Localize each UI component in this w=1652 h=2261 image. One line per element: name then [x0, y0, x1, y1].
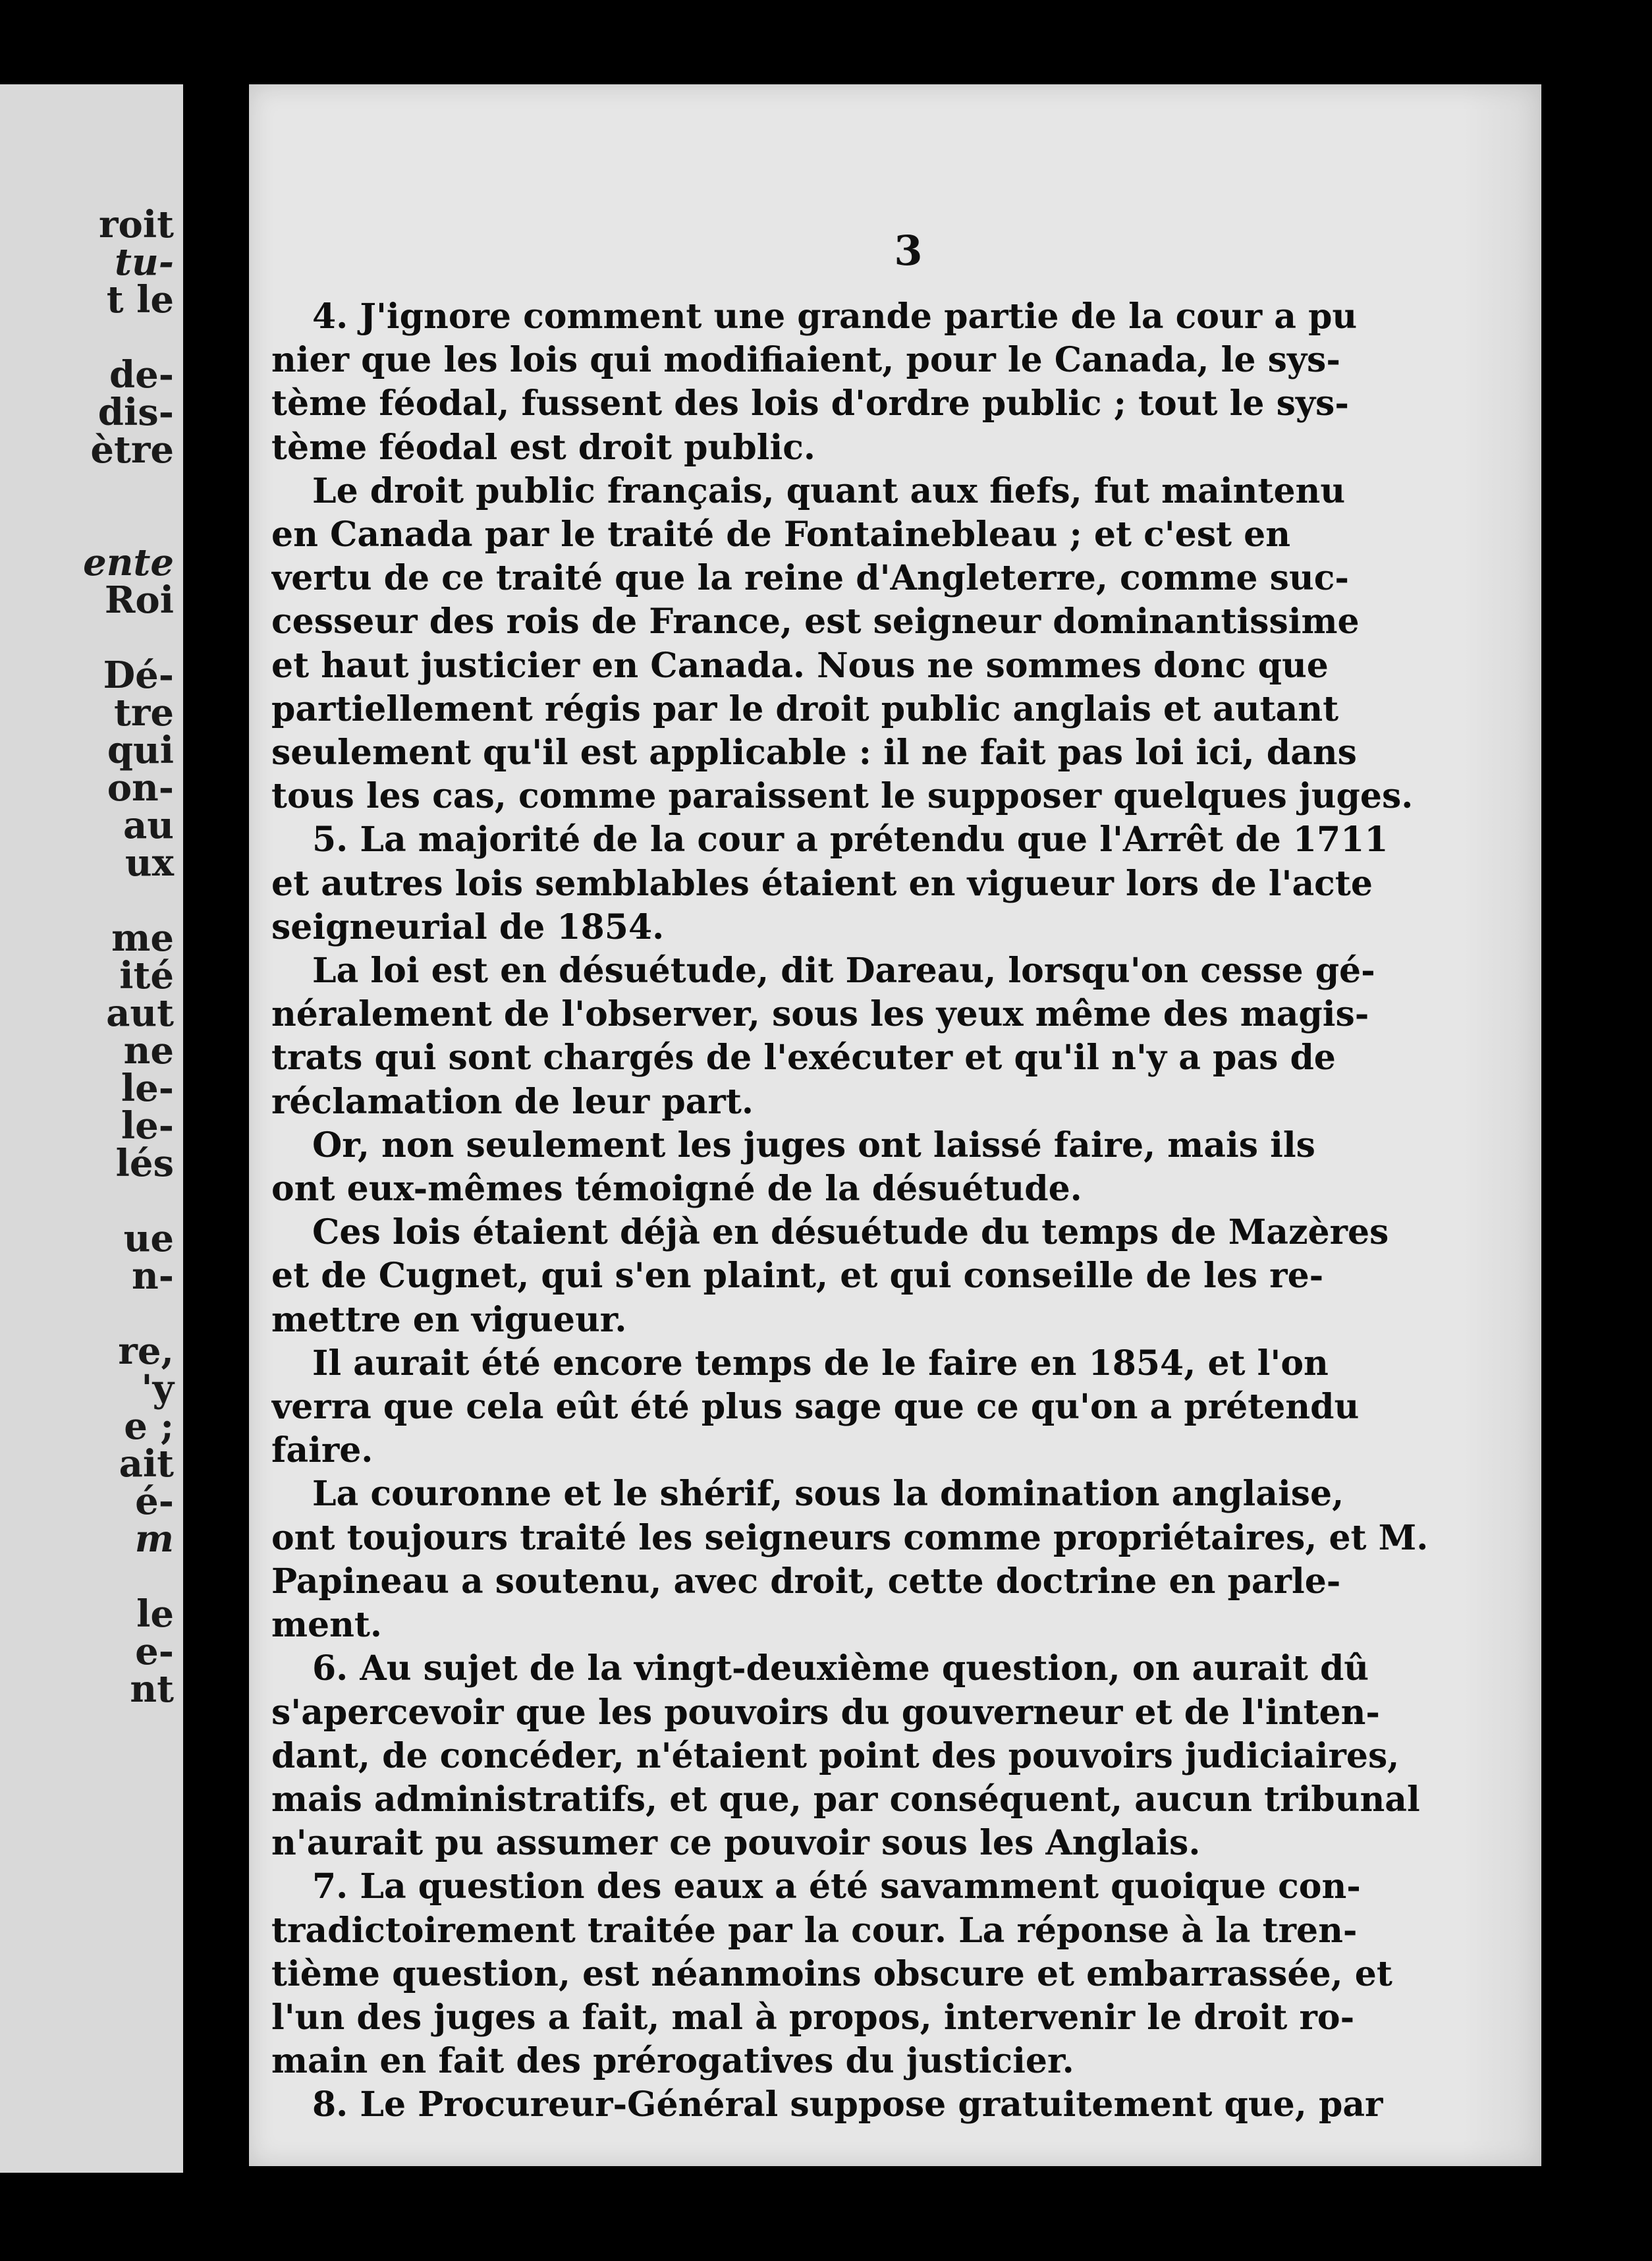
left-page-line: au	[123, 804, 174, 847]
text-line: ment.	[271, 1605, 383, 1646]
text-line: 7. La question des eaux a été savamment quoique con-	[312, 1866, 1361, 1907]
left-page-line: de-	[109, 353, 174, 397]
left-page-line: ue	[123, 1217, 174, 1260]
left-page-line: lés	[115, 1142, 174, 1185]
left-page-line: ètre	[90, 428, 174, 472]
left-page-line: aut	[106, 991, 174, 1035]
page-edge-shading	[1462, 84, 1541, 2166]
left-page-line: 'y	[141, 1367, 174, 1410]
text-line: seulement qu'il est applicable : il ne fait pas loi ici, dans	[271, 733, 1357, 773]
left-page-text	[83, 203, 174, 1711]
text-line: tème féodal, fussent des lois d'ordre public ; tout le sys-	[271, 383, 1349, 424]
text-line: verra que cela eût été plus sage que ce qu'on a prétendu	[271, 1387, 1360, 1428]
page-body-text	[271, 295, 1523, 2127]
left-page-line: e-	[135, 1630, 174, 1673]
text-line: La loi est en désuétude, dit Dareau, lorsqu'on cesse gé-	[312, 951, 1375, 991]
text-line: et de Cugnet, qui s'en plaint, et qui conseille de les re-	[271, 1256, 1324, 1297]
text-line: 5. La majorité de la cour a prétendu que l'Arrêt de 1711	[312, 820, 1389, 860]
text-line: tième question, est néanmoins obscure et embarrassée, et	[271, 1953, 1392, 1994]
left-page-line: m	[134, 1517, 174, 1561]
text-line: tème féodal est droit public.	[271, 427, 815, 468]
left-page-line: le-	[121, 1104, 174, 1148]
left-page-line: me	[111, 916, 174, 960]
left-page-line: roit	[99, 203, 174, 246]
text-line: Le droit public français, quant aux fiefs, fut maintenu	[312, 470, 1346, 511]
left-page-line: n-	[132, 1254, 174, 1298]
left-page-line: tu-	[115, 240, 174, 284]
left-page-line: qui	[107, 729, 174, 772]
text-line: en Canada par le traité de Fontainebleau ; et c'est en	[271, 515, 1291, 555]
left-page-line	[83, 319, 174, 356]
text-line: tous les cas, comme paraissent le supposer quelques juges.	[271, 776, 1414, 817]
text-line: partiellement régis par le droit public anglais et autant	[271, 688, 1339, 729]
text-line: 8. Le Procureur-Général suppose gratuitement que, par	[312, 2084, 1383, 2125]
left-page-line: e ;	[124, 1405, 174, 1448]
left-page-line: tre	[114, 691, 174, 735]
text-line: néralement de l'observer, sous les yeux même des magis-	[271, 994, 1369, 1035]
text-line: dant, de concéder, n'étaient point des pouvoirs judiciaires,	[271, 1735, 1400, 1776]
text-line: n'aurait pu assumer ce pouvoir sous les Anglais.	[271, 1823, 1201, 1864]
left-page-line: re,	[118, 1329, 174, 1373]
text-line: ont eux-mêmes témoigné de la désuétude.	[271, 1169, 1082, 1210]
text-line: nier que les lois qui modifiaient, pour le Canada, le sys-	[271, 340, 1340, 381]
left-page-line	[83, 507, 174, 544]
left-page-line: le	[136, 1592, 174, 1636]
left-page-line: ente	[83, 541, 174, 584]
text-line: faire.	[271, 1430, 373, 1471]
text-line: cesseur des rois de France, est seigneur dominantissime	[271, 601, 1360, 642]
left-page-line	[83, 1558, 174, 1596]
text-line: s'apercevoir que les pouvoirs du gouverneur et de l'inten-	[271, 1692, 1380, 1733]
left-page-line	[83, 1183, 174, 1220]
left-page-line: ait	[119, 1442, 174, 1486]
left-page-line: nt	[130, 1667, 174, 1711]
page-number: 3	[894, 227, 923, 275]
left-page-line: t le	[106, 278, 174, 321]
left-page-line: on-	[107, 766, 174, 810]
text-line: La couronne et le shérif, sous la domination anglaise,	[312, 1474, 1344, 1515]
text-line: Il aurait été encore temps de le faire en 1854, et l'on	[312, 1343, 1329, 1383]
left-page-line: ux	[124, 841, 174, 885]
text-line: Or, non seulement les juges ont laissé faire, mais ils	[312, 1125, 1315, 1165]
left-page-line	[83, 1295, 174, 1333]
left-page-line: é-	[135, 1480, 174, 1523]
left-page-line: ité	[119, 954, 174, 997]
left-page-line: Roi	[104, 578, 174, 622]
text-line: 4. J'ignore comment une grande partie de la cour a pu	[312, 296, 1358, 337]
left-page-fragment	[0, 84, 183, 2173]
text-line: l'un des juges a fait, mal à propos, intervenir le droit ro-	[271, 1997, 1355, 2038]
text-line: mettre en vigueur.	[271, 1299, 627, 1340]
text-line: 6. Au sujet de la vingt-deuxième question, on aurait dû	[312, 1648, 1369, 1689]
left-page-line	[83, 469, 174, 507]
text-line: ont toujours traité les seigneurs comme propriétaires, et M.	[271, 1517, 1429, 1558]
left-page-line: le-	[121, 1067, 174, 1110]
text-line: Papineau a soutenu, avec droit, cette doctrine en parle-	[271, 1561, 1341, 1602]
left-page-line: ne	[123, 1029, 174, 1073]
left-page-line	[83, 882, 174, 920]
text-line: seigneurial de 1854.	[271, 907, 665, 947]
text-line: réclamation de leur part.	[271, 1081, 754, 1122]
text-line: trats qui sont chargés de l'exécuter et qu'il n'y a pas de	[271, 1038, 1336, 1078]
text-line: et autres lois semblables étaient en vigueur lors de l'acte	[271, 863, 1373, 904]
text-line: mais administratifs, et que, par conséquent, aucun tribunal	[271, 1779, 1420, 1820]
text-line: Ces lois étaient déjà en désuétude du temps de Mazères	[312, 1212, 1389, 1253]
left-page-line: dis-	[97, 391, 174, 434]
text-line: tradictoirement traitée par la cour. La réponse à la tren-	[271, 1910, 1358, 1951]
left-page-line	[83, 619, 174, 657]
text-line: main en fait des prérogatives du justicier.	[271, 2041, 1074, 2082]
text-line: vertu de ce traité que la reine d'Angleterre, comme suc-	[271, 558, 1349, 599]
main-page	[249, 84, 1541, 2166]
text-line: et haut justicier en Canada. Nous ne sommes donc que	[271, 645, 1329, 686]
left-page-line: Dé-	[103, 654, 174, 697]
